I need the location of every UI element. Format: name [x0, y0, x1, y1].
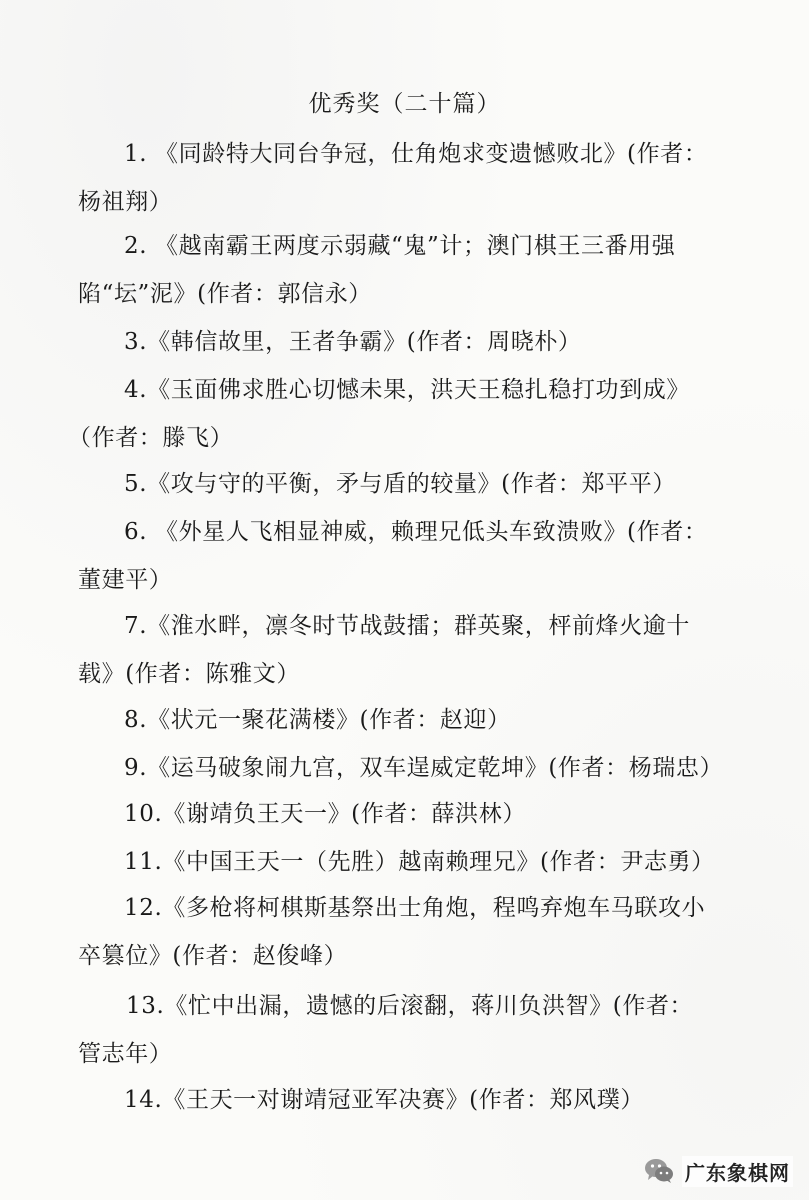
wechat-icon — [644, 1157, 674, 1185]
entry-line-1: 14.《王天一对谢靖冠亚军决赛》(作者：郑风璞） — [124, 1087, 644, 1113]
list-item — [78, 838, 718, 886]
list-item — [78, 744, 724, 792]
entry-line-1: 5.《攻与守的平衡，矛与盾的较量》(作者：郑平平） — [124, 471, 676, 497]
list-item — [78, 460, 718, 508]
entry-line-1: 8.《状元一聚花满楼》(作者：赵迎） — [124, 707, 511, 733]
list-item — [78, 222, 718, 318]
entry-line-2: 管志年） — [78, 1041, 173, 1067]
entry-line-2: 杨祖翔） — [78, 189, 173, 215]
entry-line-1: 1. 《同龄特大同台争冠，仕角炮求变遗憾败北》(作者： — [124, 141, 708, 167]
list-item — [78, 508, 718, 604]
entry-line-2: 陷“坛”泥》(作者：郭信永） — [78, 281, 372, 307]
entry-line-2: （作者：滕飞） — [68, 425, 234, 451]
list-item — [78, 130, 718, 226]
entry-line-1: 6. 《外星人飞相显神威，赖理兄低头车致溃败》(作者： — [124, 519, 708, 545]
list-item — [78, 318, 718, 366]
list-item — [78, 884, 718, 980]
entry-line-1: 10.《谢靖负王天一》(作者：薛洪林） — [124, 801, 526, 827]
entry-line-2: 卒篡位》(作者：赵俊峰） — [78, 943, 348, 969]
list-item — [68, 366, 718, 462]
entry-line-1: 7.《淮水畔，凛冬时节战鼓擂；群英聚，枰前烽火逾十 — [124, 613, 690, 639]
entry-line-1: 11.《中国王天一（先胜）越南赖理兄》(作者：尹志勇） — [124, 849, 715, 875]
section-title: 优秀奖（二十篇） — [308, 91, 501, 117]
watermark-text: 广东象棋网 — [682, 1156, 793, 1187]
entry-line-1: 12.《多枪将柯棋斯基祭出士角炮，程鸣弃炮车马联攻小 — [124, 895, 706, 921]
entry-line-2: 董建平） — [78, 567, 173, 593]
entry-line-1: 2. 《越南霸王两度示弱藏“鬼”计；澳门棋王三番用强 — [124, 233, 676, 259]
list-item — [78, 1076, 718, 1124]
list-item — [78, 790, 718, 838]
entry-line-1: 13.《忙中出漏，遗憾的后滚翻，蒋川负洪智》(作者： — [126, 993, 694, 1019]
list-item — [78, 982, 718, 1078]
entry-line-1: 3.《韩信故里，王者争霸》(作者：周晓朴） — [124, 329, 582, 355]
entry-line-1: 4.《玉面佛求胜心切憾未果，洪天王稳扎稳打功到成》 — [124, 377, 690, 403]
list-item — [78, 602, 718, 698]
entry-line-2: 载》(作者：陈雅文） — [78, 661, 300, 687]
watermark — [644, 1154, 793, 1188]
list-item — [78, 696, 718, 744]
entry-line-1: 9.《运马破象闹九宫，双车逞威定乾坤》(作者：杨瑞忠） — [124, 755, 724, 781]
